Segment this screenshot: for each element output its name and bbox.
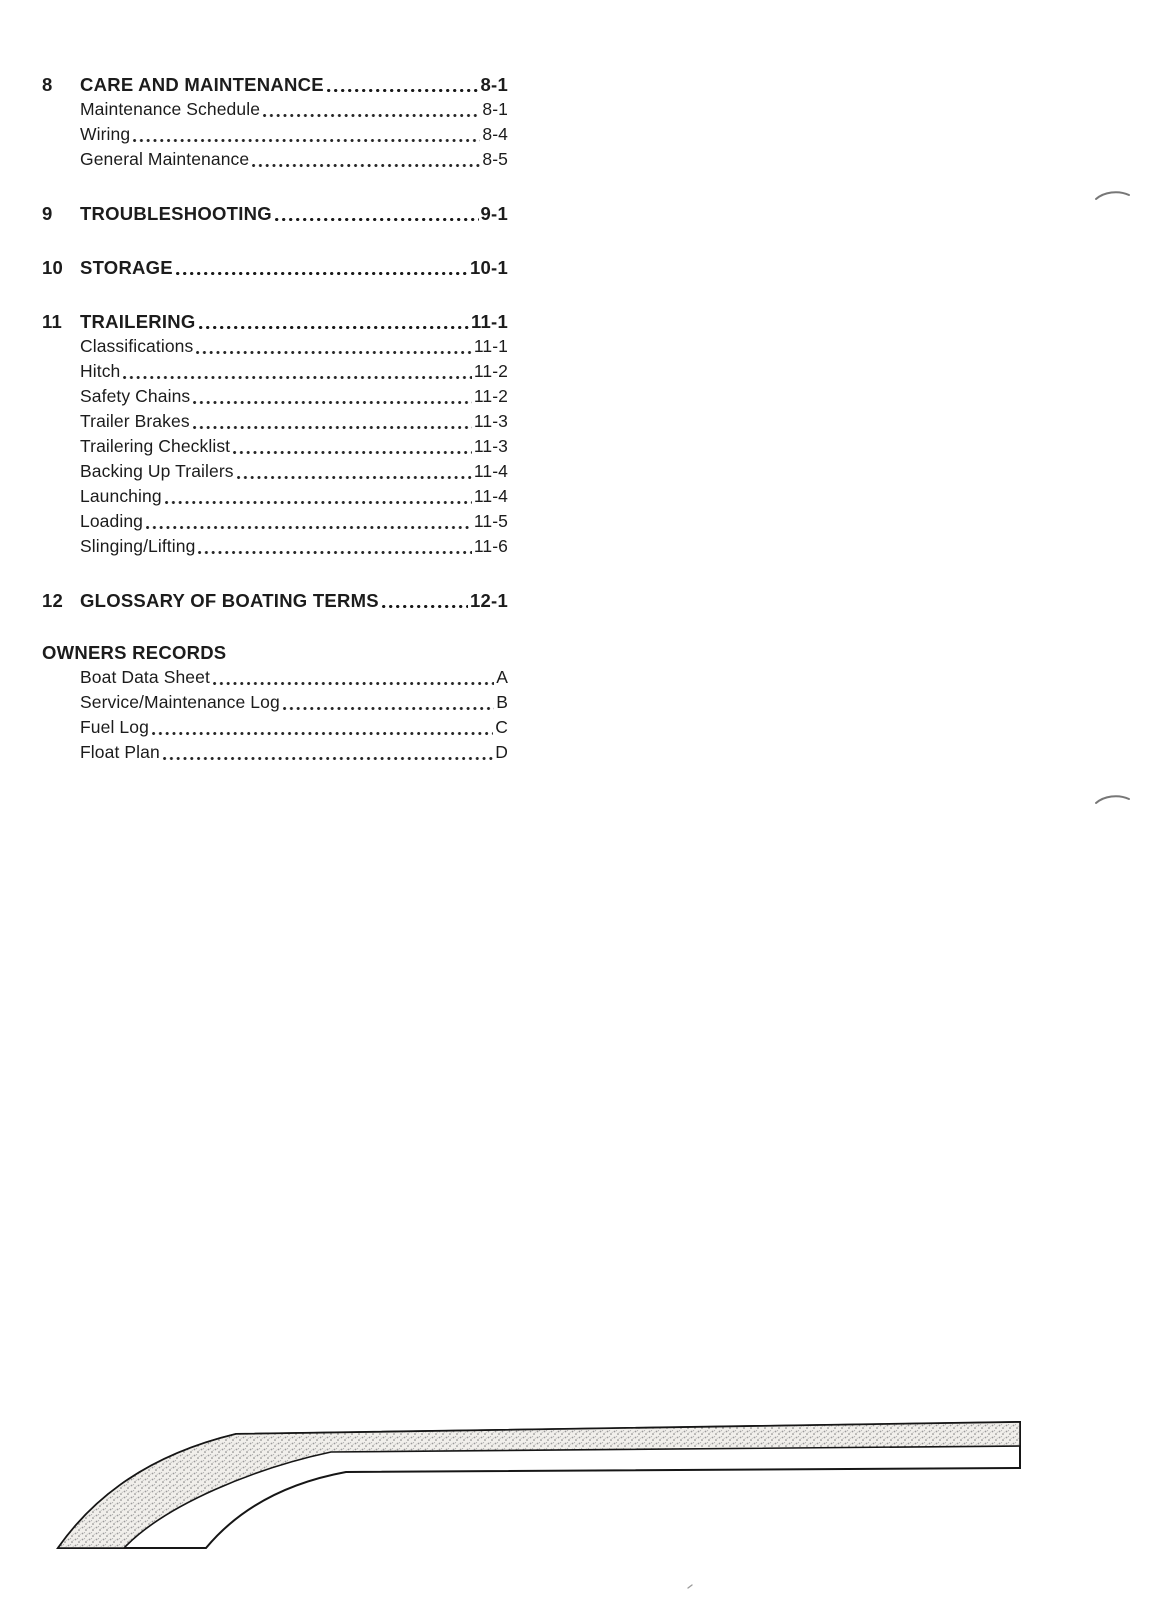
entry-page-number: 11-6 (473, 536, 508, 556)
entry-page-number: 11-4 (473, 486, 508, 506)
entry-title: Launching (80, 486, 162, 506)
toc-entry-row (42, 715, 508, 740)
toc-entry-row (42, 147, 508, 172)
toc-heading-row (42, 640, 508, 665)
entry-title: Service/Maintenance Log (80, 692, 280, 712)
entry-title: Hitch (80, 361, 121, 381)
dot-leader (252, 164, 480, 167)
dot-leader (193, 426, 472, 429)
entry-page-number: 11-3 (473, 411, 508, 431)
entry-title: General Maintenance (80, 149, 250, 169)
section-title: CARE AND MAINTENANCE (80, 74, 324, 95)
toc-entry-row (42, 122, 508, 147)
toc-entry-row (42, 409, 508, 434)
toc-heading-row (42, 72, 508, 97)
dot-leader (165, 501, 472, 504)
toc-entry-row (42, 665, 508, 690)
entry-page-number: B (496, 692, 508, 712)
section-title: TROUBLESHOOTING (80, 203, 272, 224)
toc-entry-row (42, 334, 508, 359)
toc-heading-row (42, 309, 508, 334)
entry-page-number: 8-5 (482, 149, 508, 169)
hull-stripe-graphic (46, 1412, 1024, 1558)
section-number: 10 (42, 257, 64, 278)
toc-heading-row (42, 588, 508, 613)
scan-speck (686, 1582, 694, 1590)
toc-entry-row (42, 434, 508, 459)
entry-page-number: 11-2 (473, 386, 508, 406)
entry-title: Boat Data Sheet (80, 667, 210, 687)
section-number: 12 (42, 590, 64, 611)
section-title: TRAILERING (80, 311, 196, 332)
entry-page-number: D (495, 742, 508, 762)
toc-heading-row (42, 255, 508, 280)
entry-title: Trailer Brakes (80, 411, 190, 431)
section-page-number: 10-1 (469, 257, 508, 278)
dot-leader (193, 401, 472, 404)
toc-section-troubleshooting (42, 201, 508, 226)
toc-entry-row (42, 459, 508, 484)
toc-entry-row (42, 509, 508, 534)
entry-page-number: 8-1 (482, 99, 508, 119)
section-number: 11 (42, 311, 63, 332)
entry-title: Safety Chains (80, 386, 191, 406)
table-of-contents (42, 72, 508, 794)
toc-entry-row (42, 484, 508, 509)
dot-leader (233, 451, 472, 454)
dot-leader (123, 376, 471, 379)
toc-entry-row (42, 740, 508, 765)
dot-leader (133, 139, 480, 142)
scan-mark (1094, 188, 1132, 204)
entry-title: Wiring (80, 124, 131, 144)
toc-heading-row (42, 201, 508, 226)
toc-entry-row (42, 384, 508, 409)
entry-page-number: 11-3 (473, 436, 508, 456)
toc-entry-row (42, 97, 508, 122)
entry-title: Backing Up Trailers (80, 461, 234, 481)
section-title: GLOSSARY OF BOATING TERMS (80, 590, 379, 611)
toc-section-owners-records (42, 640, 508, 765)
section-title: OWNERS RECORDS (42, 642, 227, 663)
section-title: STORAGE (80, 257, 173, 278)
section-number: 8 (42, 74, 53, 95)
entry-title: Fuel Log (80, 717, 149, 737)
dot-leader (275, 218, 479, 221)
entry-title: Float Plan (80, 742, 160, 762)
toc-entry-row (42, 690, 508, 715)
dot-leader (237, 476, 472, 479)
toc-section-storage (42, 255, 508, 280)
dot-leader (152, 732, 493, 735)
toc-entry-row (42, 534, 508, 559)
dot-leader (198, 551, 471, 554)
dot-leader (382, 605, 468, 608)
dot-leader (146, 526, 472, 529)
toc-entry-row (42, 359, 508, 384)
dot-leader (163, 757, 493, 760)
section-page-number: 11-1 (470, 311, 508, 332)
dot-leader (199, 326, 469, 329)
entry-title: Slinging/Lifting (80, 536, 196, 556)
dot-leader (176, 272, 468, 275)
entry-page-number: 11-1 (473, 336, 508, 356)
toc-section-glossary (42, 588, 508, 613)
entry-page-number: 11-2 (473, 361, 508, 381)
section-page-number: 8-1 (480, 74, 508, 95)
entry-page-number: A (496, 667, 508, 687)
dot-leader (213, 682, 494, 685)
dot-leader (283, 707, 494, 710)
dot-leader (196, 351, 472, 354)
scan-mark (1094, 792, 1132, 808)
entry-title: Maintenance Schedule (80, 99, 261, 119)
dot-leader (263, 114, 480, 117)
entry-title: Classifications (80, 336, 194, 356)
section-page-number: 9-1 (480, 203, 508, 224)
entry-page-number: 8-4 (482, 124, 508, 144)
entry-page-number: C (495, 717, 508, 737)
toc-section-care-and-maintenance (42, 72, 508, 172)
toc-section-trailering (42, 309, 508, 559)
section-page-number: 12-1 (469, 590, 508, 611)
entry-page-number: 11-4 (473, 461, 508, 481)
entry-title: Trailering Checklist (80, 436, 231, 456)
dot-leader (327, 89, 479, 92)
entry-title: Loading (80, 511, 143, 531)
entry-page-number: 11-5 (473, 511, 508, 531)
section-number: 9 (42, 203, 53, 224)
